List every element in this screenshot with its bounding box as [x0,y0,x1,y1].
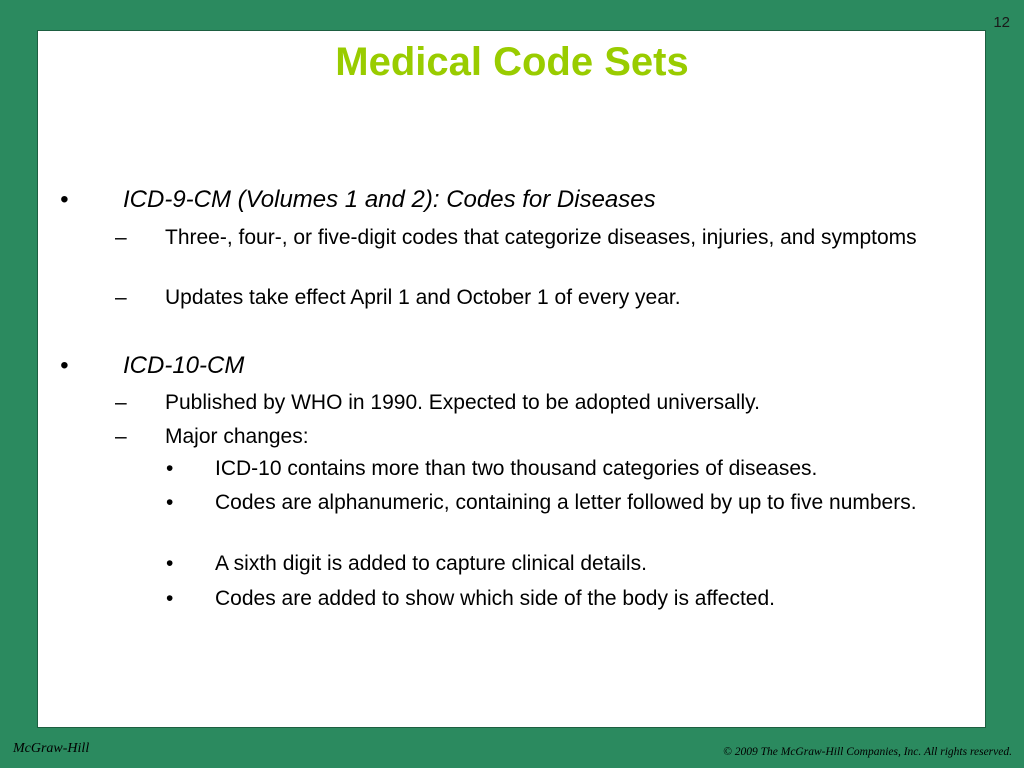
sub-item-text: Updates take effect April 1 and October 1 of every year. [165,286,681,309]
dash-marker: – [115,226,127,249]
bullet-marker: • [60,352,69,379]
bullet-marker: • [166,587,174,610]
dash-marker: – [115,425,127,448]
sub-item-text: Three-, four-, or five-digit codes that categorize diseases, injuries, and symptoms [165,226,917,249]
sub-item-text: Major changes: [165,425,309,448]
footer-copyright: © 2009 The McGraw-Hill Companies, Inc. All rights reserved. [723,746,1012,758]
sub-sub-item-text: Codes are alphanumeric, containing a letter followed by up to five numbers. [215,491,917,514]
footer-brand: McGraw-Hill [13,741,90,756]
sub-sub-item-text: ICD-10 contains more than two thousand categories of diseases. [215,457,818,480]
bullet-heading: ICD-10-CM [123,352,245,379]
slide-number: 12 [993,14,1010,31]
bullet-heading: ICD-9-CM (Volumes 1 and 2): Codes for Diseases [123,186,656,213]
slide-title: Medical Code Sets [335,40,689,84]
bullet-marker: • [166,552,174,575]
sub-item-text: Published by WHO in 1990. Expected to be adopted universally. [165,391,760,414]
dash-marker: – [115,391,127,414]
bullet-marker: • [60,186,69,213]
sub-sub-item-text: Codes are added to show which side of the body is affected. [215,587,775,610]
dash-marker: – [115,286,127,309]
bullet-marker: • [166,491,174,514]
bullet-marker: • [166,457,174,480]
sub-sub-item-text: A sixth digit is added to capture clinical details. [215,552,647,575]
